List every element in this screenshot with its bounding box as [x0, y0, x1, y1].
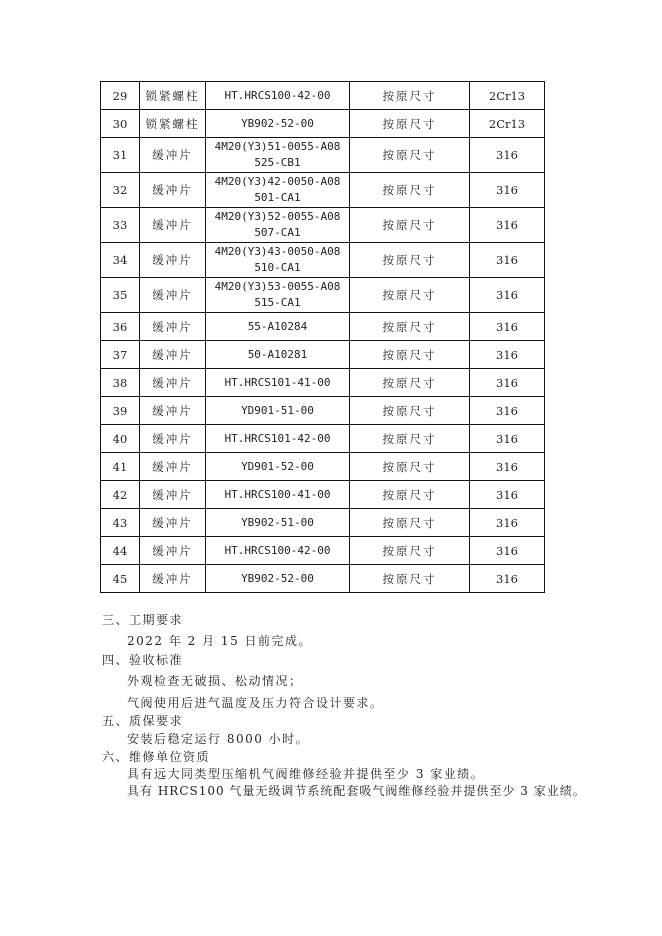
cell-number: 41	[101, 453, 140, 481]
cell-name: 锁紧螺柱	[140, 82, 206, 110]
cell-number: 43	[101, 509, 140, 537]
cell-code	[206, 509, 350, 537]
cell-code	[206, 173, 350, 208]
cell-size: 按原尺寸	[350, 509, 470, 537]
cell-size: 按原尺寸	[350, 278, 470, 313]
cell-name: 缓冲片	[140, 341, 206, 369]
code-line: YB902-52-00	[241, 571, 314, 585]
cell-number: 34	[101, 243, 140, 278]
cell-number: 38	[101, 369, 140, 397]
acceptance-item: 外观检查无破损、松动情况；	[127, 674, 303, 688]
table-row	[101, 453, 545, 481]
cell-size: 按原尺寸	[350, 425, 470, 453]
code-line: 4M20(Y3)51-0055-A08	[214, 140, 341, 153]
cell-name: 缓冲片	[140, 397, 206, 425]
cell-material: 316	[470, 278, 545, 313]
warranty-heading: 五、质保要求	[102, 714, 184, 728]
cell-code	[206, 481, 350, 509]
schedule-heading: 三、工期要求	[102, 613, 184, 627]
cell-name: 缓冲片	[140, 453, 206, 481]
cell-number: 35	[101, 278, 140, 313]
cell-material: 316	[470, 397, 545, 425]
table-row	[101, 397, 545, 425]
code-line: HT.HRCS101-41-00	[224, 375, 331, 389]
cell-number: 44	[101, 537, 140, 565]
cell-code	[206, 425, 350, 453]
cell-code	[206, 208, 350, 243]
cell-size: 按原尺寸	[350, 537, 470, 565]
table-row	[101, 565, 545, 593]
cell-code	[206, 537, 350, 565]
table-row	[101, 278, 545, 313]
cell-size: 按原尺寸	[350, 397, 470, 425]
cell-number: 29	[101, 82, 140, 110]
cell-number: 30	[101, 110, 140, 138]
table-row	[101, 425, 545, 453]
cell-number: 32	[101, 173, 140, 208]
cell-material: 316	[470, 208, 545, 243]
qualification-item: 具有远大同类型压缩机气阀维修经验并提供至少 3 家业绩。	[127, 767, 485, 781]
cell-name: 缓冲片	[140, 565, 206, 593]
code-line: 4M20(Y3)42-0050-A08	[214, 175, 341, 188]
cell-material: 316	[470, 537, 545, 565]
cell-code	[206, 278, 350, 313]
code-line: HT.HRCS100-41-00	[224, 487, 331, 501]
cell-name: 缓冲片	[140, 509, 206, 537]
table-row	[101, 369, 545, 397]
table-row	[101, 173, 545, 208]
cell-material: 316	[470, 453, 545, 481]
table-row	[101, 509, 545, 537]
cell-material: 316	[470, 481, 545, 509]
cell-code	[206, 138, 350, 173]
acceptance-item: 气阀使用后进气温度及压力符合设计要求。	[127, 696, 384, 710]
cell-code	[206, 341, 350, 369]
code-line: 501-CA1	[254, 191, 301, 204]
table-row	[101, 481, 545, 509]
cell-size: 按原尺寸	[350, 208, 470, 243]
cell-number: 37	[101, 341, 140, 369]
cell-size: 按原尺寸	[350, 82, 470, 110]
code-line: 4M20(Y3)52-0055-A08	[214, 210, 341, 223]
code-line: 55-A10284	[247, 319, 308, 333]
cell-size: 按原尺寸	[350, 341, 470, 369]
cell-material: 316	[470, 138, 545, 173]
cell-number: 42	[101, 481, 140, 509]
table-row	[101, 208, 545, 243]
cell-size: 按原尺寸	[350, 110, 470, 138]
code-line: 515-CA1	[254, 296, 301, 309]
table-row	[101, 243, 545, 278]
code-line: YB902-52-00	[241, 116, 314, 130]
cell-material: 2Cr13	[470, 110, 545, 138]
cell-size: 按原尺寸	[350, 565, 470, 593]
cell-material: 316	[470, 425, 545, 453]
cell-size: 按原尺寸	[350, 138, 470, 173]
cell-code	[206, 453, 350, 481]
cell-name: 缓冲片	[140, 208, 206, 243]
cell-number: 40	[101, 425, 140, 453]
qualification-item: 具有 HRCS100 气量无级调节系统配套吸气阀维修经验并提供至少 3 家业绩。	[127, 784, 586, 798]
cell-material: 2Cr13	[470, 82, 545, 110]
cell-size: 按原尺寸	[350, 243, 470, 278]
cell-number: 39	[101, 397, 140, 425]
code-line: 4M20(Y3)43-0050-A08	[214, 245, 341, 258]
cell-material: 316	[470, 243, 545, 278]
schedule-text: 2022 年 2 月 15 日前完成。	[127, 634, 313, 648]
cell-name: 缓冲片	[140, 537, 206, 565]
cell-code	[206, 397, 350, 425]
cell-number: 36	[101, 313, 140, 341]
table-row	[101, 537, 545, 565]
cell-name: 缓冲片	[140, 369, 206, 397]
qualification-heading: 六、维修单位资质	[102, 750, 211, 764]
code-line: 507-CA1	[254, 226, 301, 239]
code-line: 510-CA1	[254, 261, 301, 274]
cell-code	[206, 313, 350, 341]
code-line: YD901-52-00	[241, 459, 314, 473]
table-row	[101, 341, 545, 369]
cell-code	[206, 565, 350, 593]
cell-material: 316	[470, 313, 545, 341]
cell-code	[206, 243, 350, 278]
table-row	[101, 82, 545, 110]
code-line: 525-CB1	[254, 156, 301, 169]
cell-size: 按原尺寸	[350, 369, 470, 397]
warranty-text: 安装后稳定运行 8000 小时。	[127, 732, 310, 746]
code-line: YD901-51-00	[241, 403, 314, 417]
cell-number: 31	[101, 138, 140, 173]
table-row	[101, 313, 545, 341]
cell-code	[206, 369, 350, 397]
code-line: 50-A10281	[247, 347, 308, 361]
cell-number: 45	[101, 565, 140, 593]
cell-size: 按原尺寸	[350, 313, 470, 341]
cell-material: 316	[470, 565, 545, 593]
cell-name: 锁紧螺柱	[140, 110, 206, 138]
table-row	[101, 110, 545, 138]
cell-name: 缓冲片	[140, 138, 206, 173]
code-line: 4M20(Y3)53-0055-A08	[214, 280, 341, 293]
cell-code	[206, 82, 350, 110]
cell-code	[206, 110, 350, 138]
table-row	[101, 138, 545, 173]
cell-name: 缓冲片	[140, 278, 206, 313]
cell-size: 按原尺寸	[350, 481, 470, 509]
cell-material: 316	[470, 509, 545, 537]
cell-material: 316	[470, 173, 545, 208]
code-line: HT.HRCS100-42-00	[224, 543, 331, 557]
cell-name: 缓冲片	[140, 313, 206, 341]
acceptance-heading: 四、验收标准	[102, 653, 184, 667]
parts-table	[100, 81, 545, 593]
cell-number: 33	[101, 208, 140, 243]
cell-material: 316	[470, 369, 545, 397]
code-line: HT.HRCS100-42-00	[224, 88, 331, 102]
cell-material: 316	[470, 341, 545, 369]
cell-size: 按原尺寸	[350, 453, 470, 481]
cell-name: 缓冲片	[140, 173, 206, 208]
cell-name: 缓冲片	[140, 425, 206, 453]
cell-size: 按原尺寸	[350, 173, 470, 208]
cell-name: 缓冲片	[140, 481, 206, 509]
cell-name: 缓冲片	[140, 243, 206, 278]
code-line: HT.HRCS101-42-00	[224, 431, 331, 445]
code-line: YB902-51-00	[241, 515, 314, 529]
